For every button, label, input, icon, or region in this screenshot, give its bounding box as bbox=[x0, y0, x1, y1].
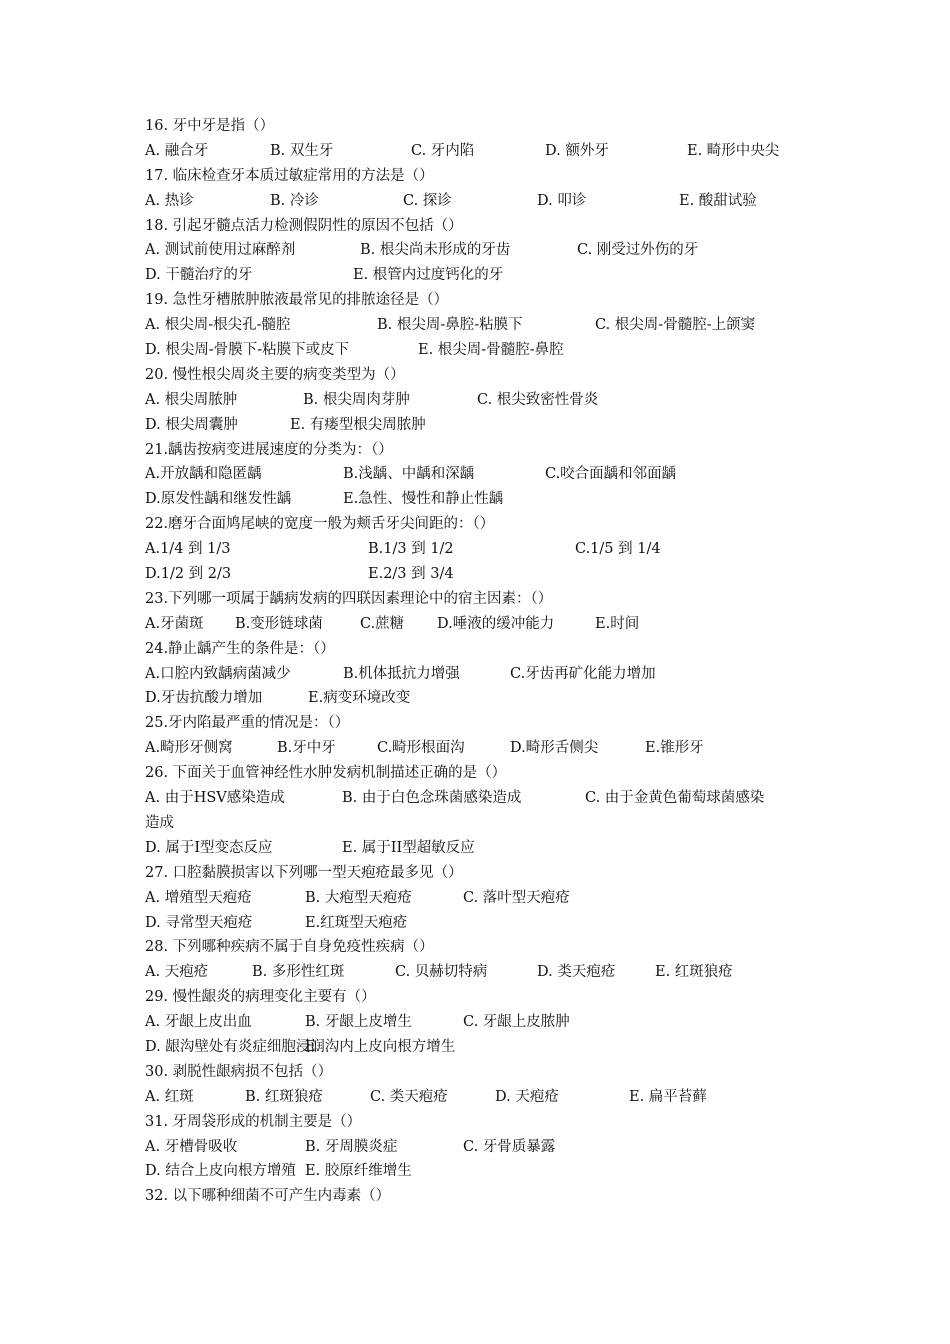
answer-option[interactable]: E. 有瘘型根尖周脓肿 bbox=[290, 416, 426, 433]
answer-option[interactable]: A.1/4 到 1/3 bbox=[145, 541, 231, 558]
answer-option[interactable]: D. 叩诊 bbox=[537, 192, 587, 209]
question-stem: 32. 以下哪种细菌不可产生内毒素（） bbox=[145, 1188, 391, 1205]
answer-option[interactable]: B. 根尖周-鼻腔-粘膜下 bbox=[377, 317, 523, 334]
question-stem: 27. 口腔黏膜损害以下列哪一型天疱疮最多见（） bbox=[145, 864, 463, 881]
answer-option[interactable]: C.蔗糖 bbox=[360, 615, 405, 632]
answer-option[interactable]: B. 牙龈上皮增生 bbox=[305, 1014, 412, 1031]
answer-option[interactable]: A. 热诊 bbox=[145, 192, 194, 209]
answer-option[interactable]: B.浅龋、中龋和深龋 bbox=[343, 466, 475, 483]
answer-option[interactable]: A. 牙槽骨吸收 bbox=[145, 1138, 238, 1155]
answer-option[interactable]: E.2/3 到 3/4 bbox=[368, 566, 454, 583]
answer-option[interactable]: C. 牙骨质暴露 bbox=[463, 1138, 556, 1155]
question-stem: 28. 下列哪种疾病不属于自身免疫性疾病（） bbox=[145, 939, 434, 956]
answer-option[interactable]: B. 冷诊 bbox=[270, 192, 319, 209]
answer-option[interactable]: B. 双生牙 bbox=[270, 142, 334, 159]
option-row bbox=[145, 1159, 825, 1184]
answer-option[interactable]: D. 类天疱疮 bbox=[537, 964, 616, 981]
question-stem: 24.静止龋产生的条件是：（） bbox=[145, 640, 335, 657]
answer-option[interactable]: D. 龈沟壁处有炎症细胞浸润 bbox=[145, 1038, 325, 1055]
answer-option[interactable]: E.急性、慢性和静止性龋 bbox=[343, 491, 504, 508]
answer-option[interactable]: B. 根尖周肉芽肿 bbox=[303, 391, 410, 408]
option-continuation: 造成 bbox=[145, 814, 174, 831]
option-row bbox=[145, 786, 825, 811]
option-row bbox=[145, 263, 825, 288]
answer-option[interactable]: E.锥形牙 bbox=[645, 740, 704, 757]
option-row bbox=[145, 662, 825, 687]
option-row bbox=[145, 1135, 825, 1160]
question-page bbox=[145, 114, 825, 1209]
answer-option[interactable]: D.唾液的缓冲能力 bbox=[437, 615, 555, 632]
answer-option[interactable]: E. 根管内过度钙化的牙 bbox=[353, 267, 504, 284]
answer-option[interactable]: E. 根尖周-骨髓腔-鼻腔 bbox=[418, 342, 564, 359]
answer-option[interactable]: C.牙齿再矿化能力增加 bbox=[510, 665, 656, 682]
option-row bbox=[145, 911, 825, 936]
answer-option[interactable]: E.红斑型天疱疮 bbox=[305, 914, 408, 931]
option-row bbox=[145, 612, 825, 637]
option-row bbox=[145, 1035, 825, 1060]
question-stem: 29. 慢性龈炎的病理变化主要有（） bbox=[145, 989, 376, 1006]
answer-option[interactable]: C.1/5 到 1/4 bbox=[575, 541, 661, 558]
answer-option[interactable]: B.变形链球菌 bbox=[235, 615, 323, 632]
option-row bbox=[145, 960, 825, 985]
answer-option[interactable]: B. 根尖尚未形成的牙齿 bbox=[360, 242, 511, 259]
question-stem: 16. 牙中牙是指（） bbox=[145, 118, 275, 134]
question-stem: 21.龋齿按病变进展速度的分类为：（） bbox=[145, 441, 393, 458]
answer-option[interactable]: E. 胶原纤维增生 bbox=[305, 1163, 412, 1180]
answer-option[interactable]: E.病变环境改变 bbox=[308, 690, 411, 707]
option-row bbox=[145, 462, 825, 487]
answer-option[interactable]: E. 属于II型超敏反应 bbox=[342, 839, 475, 856]
answer-option[interactable]: A.口腔内致龋病菌减少 bbox=[145, 665, 291, 682]
answer-option[interactable]: B. 由于白色念珠菌感染造成 bbox=[342, 790, 522, 807]
answer-option[interactable]: A. 根尖周脓肿 bbox=[145, 391, 238, 408]
answer-option[interactable]: B. 多形性红斑 bbox=[252, 964, 345, 981]
answer-option[interactable]: D. 属于I型变态反应 bbox=[145, 839, 273, 856]
option-row bbox=[145, 238, 825, 263]
option-row bbox=[145, 1085, 825, 1110]
answer-option[interactable]: C. 根尖致密性骨炎 bbox=[477, 391, 599, 408]
answer-option[interactable]: A.畸形牙侧窝 bbox=[145, 740, 233, 757]
option-row bbox=[145, 338, 825, 363]
answer-option[interactable]: E.时间 bbox=[595, 615, 640, 632]
option-row bbox=[145, 413, 825, 438]
answer-option[interactable]: D. 结合上皮向根方增殖 bbox=[145, 1163, 296, 1180]
question-stem: 25.牙内陷最严重的情况是：（） bbox=[145, 715, 350, 732]
answer-option[interactable]: E. 红斑狼疮 bbox=[655, 964, 733, 981]
answer-option[interactable]: A. 由于HSV感染造成 bbox=[145, 790, 285, 807]
answer-option[interactable]: C.畸形根面沟 bbox=[377, 740, 465, 757]
question-stem: 22.磨牙合面鸠尾峡的宽度一般为颊舌牙尖间距的：（） bbox=[145, 516, 495, 533]
answer-option[interactable]: D. 根尖周囊肿 bbox=[145, 416, 238, 433]
option-row bbox=[145, 189, 825, 214]
answer-option[interactable]: A. 融合牙 bbox=[145, 142, 209, 159]
answer-option[interactable]: B.机体抵抗力增强 bbox=[343, 665, 460, 682]
answer-option[interactable]: C.咬合面龋和邻面龋 bbox=[545, 466, 677, 483]
option-row bbox=[145, 1010, 825, 1035]
answer-option[interactable]: A. 天疱疮 bbox=[145, 964, 209, 981]
question-stem: 23.下列哪一项属于龋病发病的四联因素理论中的宿主因素：（） bbox=[145, 590, 553, 607]
answer-option[interactable]: D.1/2 到 2/3 bbox=[145, 566, 232, 583]
answer-option[interactable]: C. 由于金黄色葡萄球菌感染 bbox=[585, 790, 765, 807]
answer-option[interactable]: C. 类天疱疮 bbox=[370, 1088, 448, 1105]
answer-option[interactable]: D. 寻常型天疱疮 bbox=[145, 914, 253, 931]
question-stem: 17. 临床检查牙本质过敏症常用的方法是（） bbox=[145, 167, 434, 184]
answer-option[interactable]: A. 红斑 bbox=[145, 1088, 194, 1105]
answer-option[interactable]: B.1/3 到 1/2 bbox=[368, 541, 454, 558]
answer-option[interactable]: A. 测试前使用过麻醉剂 bbox=[145, 242, 296, 259]
option-row bbox=[145, 139, 825, 164]
answer-option[interactable]: A. 牙龈上皮出血 bbox=[145, 1014, 252, 1031]
answer-option[interactable]: D.原发性龋和继发性龋 bbox=[145, 491, 292, 508]
question-stem: 19. 急性牙槽脓肿脓液最常见的排脓途径是（） bbox=[145, 292, 449, 309]
answer-option[interactable]: A. 增殖型天疱疮 bbox=[145, 889, 252, 906]
answer-option[interactable]: C. 探诊 bbox=[403, 192, 452, 209]
answer-option[interactable]: A. 根尖周-根尖孔-髓腔 bbox=[145, 317, 291, 334]
answer-option[interactable]: D.畸形舌侧尖 bbox=[510, 740, 599, 757]
question-stem: 30. 剥脱性龈病损不包括（） bbox=[145, 1063, 333, 1080]
question-stem: 31. 牙周袋形成的机制主要是（） bbox=[145, 1113, 362, 1130]
answer-option[interactable]: B. 大疱型天疱疮 bbox=[305, 889, 412, 906]
option-row bbox=[145, 736, 825, 761]
answer-option[interactable]: D.牙齿抗酸力增加 bbox=[145, 690, 263, 707]
answer-option[interactable]: A.开放龋和隐匿龋 bbox=[145, 466, 262, 483]
option-row bbox=[145, 388, 825, 413]
answer-option[interactable]: D. 根尖周-骨膜下-粘膜下或皮下 bbox=[145, 342, 350, 359]
answer-option[interactable]: C. 落叶型天疱疮 bbox=[463, 889, 570, 906]
question-stem: 20. 慢性根尖周炎主要的病变类型为（） bbox=[145, 366, 405, 383]
answer-option[interactable]: D. 天疱疮 bbox=[495, 1088, 559, 1105]
option-row bbox=[145, 886, 825, 911]
question-stem: 26. 下面关于血管神经性水肿发病机制描述正确的是（） bbox=[145, 765, 507, 782]
option-row bbox=[145, 487, 825, 512]
option-row bbox=[145, 686, 825, 711]
answer-option[interactable]: B. 红斑狼疮 bbox=[245, 1088, 323, 1105]
option-row bbox=[145, 313, 825, 338]
option-row bbox=[145, 537, 825, 562]
answer-option[interactable]: B.牙中牙 bbox=[277, 740, 336, 757]
answer-option[interactable]: E. 酸甜试验 bbox=[679, 192, 757, 209]
answer-option[interactable]: B. 牙周膜炎症 bbox=[305, 1138, 398, 1155]
option-row bbox=[145, 836, 825, 861]
answer-option[interactable]: E. 畸形中央尖 bbox=[687, 142, 780, 159]
answer-option[interactable]: D. 干髓治疗的牙 bbox=[145, 267, 253, 284]
answer-option[interactable]: C. 牙龈上皮脓肿 bbox=[463, 1014, 570, 1031]
answer-option[interactable]: C. 牙内陷 bbox=[411, 142, 475, 159]
answer-option[interactable]: C. 贝赫切特病 bbox=[395, 964, 488, 981]
answer-option[interactable]: C. 根尖周-骨髓腔-上颌窦 bbox=[595, 317, 756, 334]
option-row bbox=[145, 562, 825, 587]
question-stem: 18. 引起牙髓点活力检测假阴性的原因不包括（） bbox=[145, 217, 463, 234]
answer-option[interactable]: E. 沟内上皮向根方增生 bbox=[305, 1038, 456, 1055]
answer-option[interactable]: C. 刚受过外伤的牙 bbox=[577, 242, 699, 259]
answer-option[interactable]: E. 扁平苔藓 bbox=[629, 1088, 707, 1105]
answer-option[interactable]: D. 额外牙 bbox=[545, 142, 609, 159]
answer-option[interactable]: A.牙菌斑 bbox=[145, 615, 204, 632]
